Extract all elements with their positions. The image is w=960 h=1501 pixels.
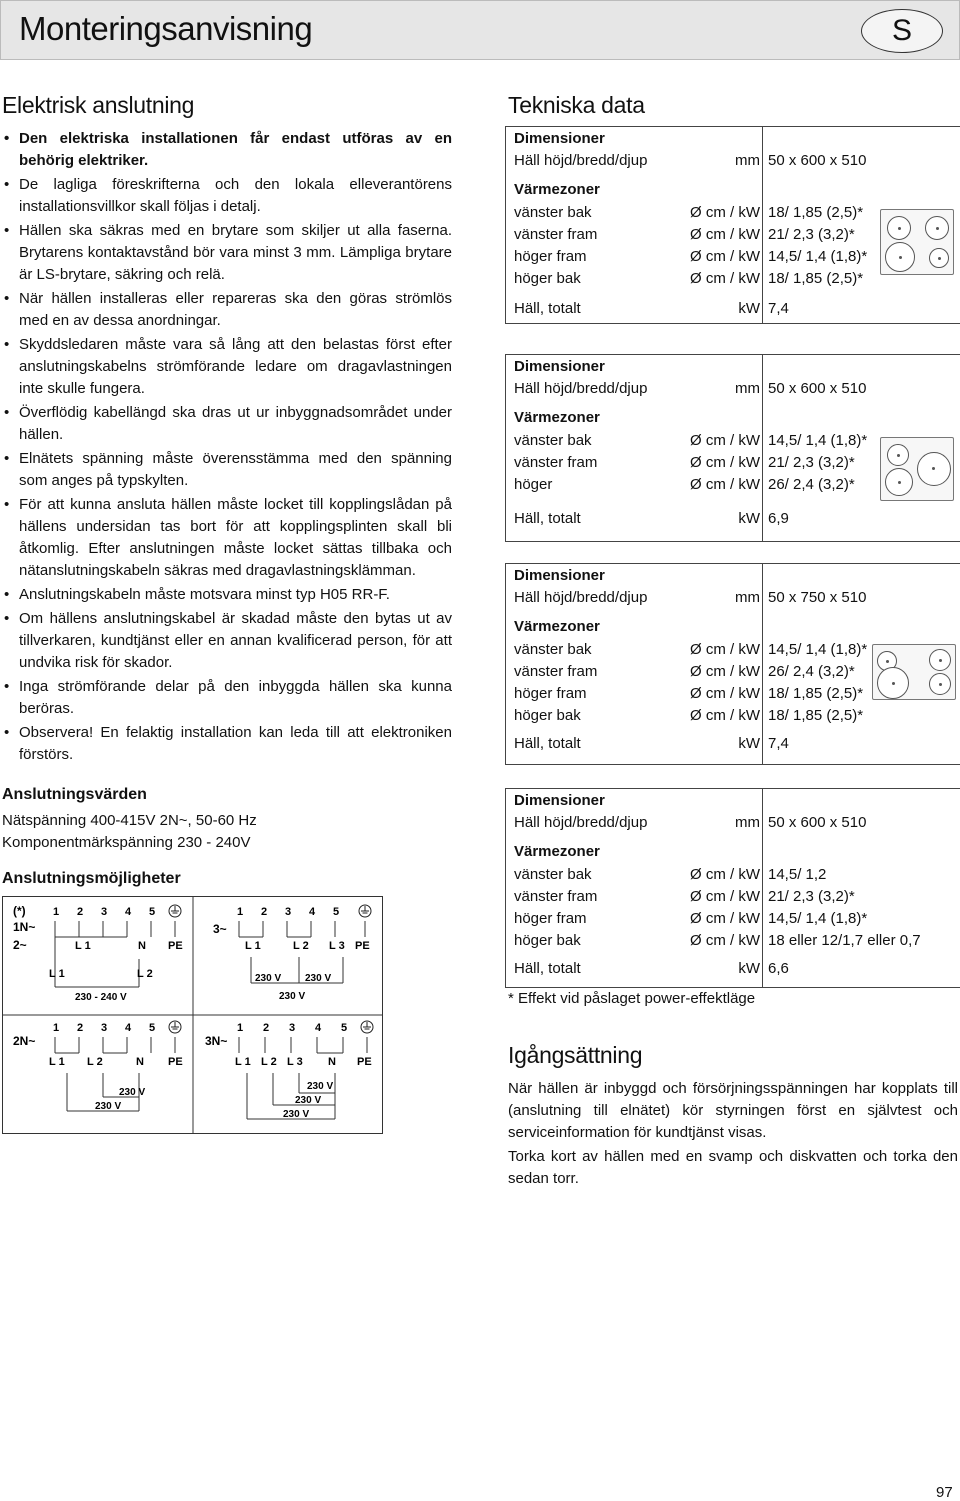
zone-row: [514, 886, 954, 908]
row-label: vänster fram: [514, 454, 598, 471]
row-value: 21/ 2,3 (3,2)*: [768, 454, 855, 471]
footnote: * Effekt vid påslaget power-effektläge: [508, 990, 756, 1007]
zones-heading: Värmezoner: [514, 843, 600, 860]
wiring-label: PE: [355, 940, 370, 952]
wiring-label: L 1: [49, 1056, 65, 1068]
row-unit: kW: [738, 960, 760, 977]
row-value: 18/ 1,85 (2,5)*: [768, 707, 864, 724]
row-unit: Ø cm / kW: [690, 663, 760, 680]
zones-heading: Värmezoner: [514, 409, 600, 426]
terminal-number: 4: [125, 906, 132, 918]
section-heading-technical-data: Tekniska data: [508, 92, 645, 118]
total-row: [514, 958, 954, 980]
row-unit: Ø cm / kW: [690, 432, 760, 449]
dimensions-heading: Dimensioner: [514, 130, 605, 147]
row-unit: Ø cm / kW: [690, 454, 760, 471]
row-label: höger bak: [514, 932, 581, 949]
row-value: 50 x 600 x 510: [768, 380, 867, 397]
wiring-label: PE: [168, 940, 183, 952]
list-item: • Skyddsledaren måste vara så lång att den belastas först efter anslutningskabelns strömförande ledare om dragavlastningen inte skulle fungera.: [2, 334, 452, 400]
row-value: 21/ 2,3 (3,2)*: [768, 888, 855, 905]
startup-paragraph-2: Torka kort av hällen med en svamp och diskvatten och torka den sedan torr.: [508, 1148, 958, 1187]
terminal-number: 5: [149, 1022, 156, 1034]
zone-row: [514, 908, 954, 930]
row-value: 50 x 600 x 510: [768, 152, 867, 169]
row-value: 14,5/ 1,4 (1,8)*: [768, 248, 868, 265]
wiring-type-1n: 1N~: [13, 920, 36, 934]
voltage-label: 230 V: [279, 991, 306, 1002]
row-unit: Ø cm / kW: [690, 641, 760, 658]
terminal-number: 5: [341, 1022, 348, 1034]
dimension-row: [514, 150, 954, 172]
row-value: 14,5/ 1,4 (1,8)*: [768, 641, 868, 658]
row-label: höger: [514, 476, 553, 493]
wiring-star-note: (*): [13, 904, 26, 918]
row-label: vänster bak: [514, 641, 592, 658]
row-label: höger bak: [514, 707, 581, 724]
wiring-label: N: [136, 1056, 144, 1068]
row-unit: Ø cm / kW: [690, 910, 760, 927]
terminal-number: 2: [263, 1022, 270, 1034]
dimension-row: [514, 378, 954, 400]
row-unit: Ø cm / kW: [690, 226, 760, 243]
dimensions-heading: Dimensioner: [514, 567, 605, 584]
row-value: 21/ 2,3 (3,2)*: [768, 226, 855, 243]
row-label: Häll, totalt: [514, 510, 581, 527]
ground-icon: [169, 1021, 181, 1033]
wiring-label: N: [328, 1056, 336, 1068]
row-value: 18 eller 12/1,7 eller 0,7: [768, 932, 921, 949]
row-unit: kW: [738, 735, 760, 752]
terminal-number: 3: [101, 906, 108, 918]
row-unit: Ø cm / kW: [690, 707, 760, 724]
connection-options-heading: Anslutningsmöjligheter: [2, 870, 181, 887]
terminal-number: 1: [237, 906, 244, 918]
row-unit: mm: [735, 152, 760, 169]
list-item: • Observera! En felaktig installation kan leda till att elektroniken förstörs.: [2, 722, 452, 766]
row-label: vänster fram: [514, 663, 598, 680]
row-unit: Ø cm / kW: [690, 888, 760, 905]
row-value: 7,4: [768, 735, 789, 752]
row-label: höger fram: [514, 685, 587, 702]
row-value: 18/ 1,85 (2,5)*: [768, 204, 864, 221]
total-row: [514, 508, 954, 530]
row-value: 7,4: [768, 300, 789, 317]
row-label: vänster fram: [514, 888, 598, 905]
row-label: Häll höjd/bredd/djup: [514, 814, 648, 831]
terminal-number: 4: [125, 1022, 132, 1034]
row-label: höger fram: [514, 248, 587, 265]
row-label: Häll höjd/bredd/djup: [514, 589, 648, 606]
row-value: 50 x 750 x 510: [768, 589, 867, 606]
row-unit: Ø cm / kW: [690, 685, 760, 702]
terminal-number: 3: [285, 906, 292, 918]
terminal-number: 4: [309, 906, 316, 918]
row-unit: Ø cm / kW: [690, 932, 760, 949]
row-value: 14,5/ 1,4 (1,8)*: [768, 432, 868, 449]
row-label: vänster bak: [514, 866, 592, 883]
row-value: 6,9: [768, 510, 789, 527]
connection-values-heading: Anslutningsvärden: [2, 786, 147, 803]
row-value: 14,5/ 1,2: [768, 866, 827, 883]
total-row: [514, 298, 954, 320]
hob-layout-icon: [880, 437, 954, 501]
list-item: • De lagliga föreskrifterna och den lokala elleverantörens installationsvillkor skall följas i detalj.: [2, 174, 452, 218]
terminal-number: 2: [261, 906, 268, 918]
terminal-number: 5: [149, 906, 156, 918]
wiring-label: L 2: [87, 1056, 103, 1068]
spec-table-4: [505, 788, 960, 988]
wiring-type-3n: 3N~: [205, 1034, 228, 1048]
row-unit: mm: [735, 589, 760, 606]
list-item: • Överflödig kabellängd ska dras ut ur inbyggnadsområdet under hällen.: [2, 402, 452, 446]
voltage-label: 230 V: [119, 1087, 146, 1098]
row-value: 50 x 600 x 510: [768, 814, 867, 831]
ground-icon: [169, 905, 181, 917]
terminal-number: 1: [53, 906, 60, 918]
hob-layout-icon: [872, 644, 956, 700]
terminal-number: 4: [315, 1022, 322, 1034]
row-unit: kW: [738, 510, 760, 527]
row-value: 18/ 1,85 (2,5)*: [768, 270, 864, 287]
list-item: • Anslutningskabeln måste motsvara minst typ H05 RR-F.: [2, 584, 452, 606]
wiring-label: L 1: [49, 968, 65, 980]
wiring-label: PE: [357, 1056, 372, 1068]
electrical-bullet-list: [2, 128, 452, 768]
row-unit: Ø cm / kW: [690, 248, 760, 265]
row-label: vänster fram: [514, 226, 598, 243]
list-item: • För att kunna ansluta hällen måste locket till kopplingslådan på hällens undersidan tas bort för att kopplingsplinten skall bli åtkomlig. Efter anslutningen måste locket sättas tillbaka och nätanslutningskabeln säkras med dragavlastningsklämman.: [2, 494, 452, 582]
voltage-label: 230 V: [305, 973, 332, 984]
row-unit: Ø cm / kW: [690, 866, 760, 883]
wiring-label: L 3: [329, 940, 345, 952]
zones-heading: Värmezoner: [514, 618, 600, 635]
row-unit: mm: [735, 380, 760, 397]
wiring-label: L 1: [235, 1056, 251, 1068]
spec-table-3: [505, 563, 960, 765]
section-heading-startup: Igångsättning: [508, 1042, 643, 1068]
wiring-diagram: [2, 896, 383, 1134]
row-value: 6,6: [768, 960, 789, 977]
dimension-row: [514, 587, 954, 609]
row-label: Häll, totalt: [514, 300, 581, 317]
row-unit: Ø cm / kW: [690, 204, 760, 221]
hob-layout-icon: [880, 209, 954, 275]
terminal-number: 2: [77, 906, 84, 918]
wiring-label: L 2: [293, 940, 309, 952]
total-row: [514, 733, 954, 755]
list-item: • Den elektriska installationen får endast utföras av en behörig elektriker.: [2, 128, 452, 172]
zones-heading: Värmezoner: [514, 181, 600, 198]
row-label: Häll, totalt: [514, 735, 581, 752]
row-label: Häll höjd/bredd/djup: [514, 380, 648, 397]
wiring-type-2n: 2N~: [13, 1034, 36, 1048]
wiring-label: PE: [168, 1056, 183, 1068]
section-heading-electrical: Elektrisk anslutning: [2, 92, 195, 118]
voltage-label: 230 V: [295, 1095, 322, 1106]
terminal-number: 3: [101, 1022, 108, 1034]
spec-table-1: [505, 126, 960, 324]
wiring-type-3: 3~: [213, 922, 227, 936]
list-item: • Inga strömförande delar på den inbyggda hällen ska kunna beröras.: [2, 676, 452, 720]
dimensions-heading: Dimensioner: [514, 358, 605, 375]
spec-table-2: [505, 354, 960, 542]
page-number: 97: [936, 1484, 953, 1501]
terminal-number: 2: [77, 1022, 84, 1034]
dimensions-heading: Dimensioner: [514, 792, 605, 809]
row-label: vänster bak: [514, 432, 592, 449]
row-value: 18/ 1,85 (2,5)*: [768, 685, 864, 702]
row-unit: Ø cm / kW: [690, 270, 760, 287]
wiring-label: L 1: [245, 940, 261, 952]
voltage-label: 230 V: [307, 1081, 334, 1092]
wiring-label: L 2: [261, 1056, 277, 1068]
ground-icon: [359, 905, 371, 917]
row-value: 26/ 2,4 (3,2)*: [768, 476, 855, 493]
mains-voltage-text: Nätspänning 400-415V 2N~, 50-60 Hz: [2, 812, 257, 829]
terminal-number: 5: [333, 906, 340, 918]
page-header: [0, 0, 960, 60]
voltage-label: 230 V: [255, 973, 282, 984]
wiring-type-2: 2~: [13, 938, 27, 952]
terminal-number: 3: [289, 1022, 296, 1034]
zone-row: [514, 864, 954, 886]
row-label: Häll höjd/bredd/djup: [514, 152, 648, 169]
voltage-label: 230 V: [95, 1101, 122, 1112]
wiring-label: L 1: [75, 940, 91, 952]
language-badge: S: [861, 9, 943, 53]
ground-icon: [361, 1021, 373, 1033]
row-label: Häll, totalt: [514, 960, 581, 977]
row-value: 26/ 2,4 (3,2)*: [768, 663, 855, 680]
dimension-row: [514, 812, 954, 834]
row-unit: Ø cm / kW: [690, 476, 760, 493]
row-unit: kW: [738, 300, 760, 317]
startup-paragraph-1: När hällen är inbyggd och försörjningsspänningen har kopplats till (anslutning till elnätet) kör styrningen först en självtest och serviceinformation för kundtjänst visas.: [508, 1080, 958, 1141]
voltage-label: 230 V: [283, 1109, 310, 1120]
row-label: höger bak: [514, 270, 581, 287]
component-voltage-text: Komponentmärkspänning 230 - 240V: [2, 834, 251, 851]
zone-row: [514, 705, 954, 727]
page-title: Monteringsanvisning: [19, 10, 313, 47]
wiring-label: L 2: [137, 968, 153, 980]
terminal-number: 1: [53, 1022, 60, 1034]
zone-row: [514, 930, 954, 952]
voltage-label: 230 - 240 V: [75, 992, 127, 1003]
list-item: • Elnätets spänning måste överensstämma med den spänning som anges på typskylten.: [2, 448, 452, 492]
list-item: • När hällen installeras eller repareras ska den göras strömlös med en av dessa anordningar.: [2, 288, 452, 332]
row-label: höger fram: [514, 910, 587, 927]
row-value: 14,5/ 1,4 (1,8)*: [768, 910, 868, 927]
list-item: • Om hällens anslutningskabel är skadad måste den bytas ut av tillverkaren, kundtjänst eller en annan kvalificerad person, för att undvika risk för skador.: [2, 608, 452, 674]
list-item: • Hällen ska säkras med en brytare som skiljer ut alla faserna. Brytarens kontaktavstånd bör vara minst 3 mm. Lämpliga brytare är LS-brytare, säkring och relä.: [2, 220, 452, 286]
row-unit: mm: [735, 814, 760, 831]
wiring-label: N: [138, 940, 146, 952]
row-label: vänster bak: [514, 204, 592, 221]
wiring-label: L 3: [287, 1056, 303, 1068]
terminal-number: 1: [237, 1022, 244, 1034]
